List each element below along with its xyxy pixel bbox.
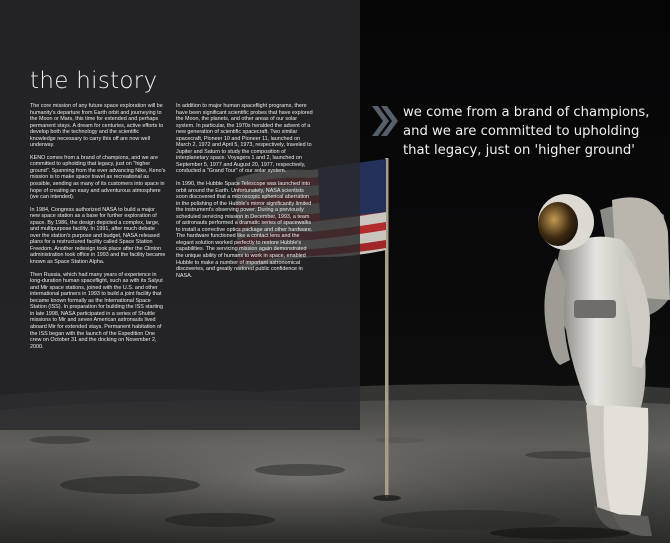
pull-quote: we come from a brand of champions, and we are committed to upholding that legacy, just on 'higher ground' — [403, 105, 650, 158]
paragraph: KENO comes from a brand of champions, and we are committed to upholding that legacy, just on "higher ground". Spanning from the ever advancing Nike, Keno's mission is to make space travel as recreational as possible, sending as many of its customers into space in hope of creating an easy and adventurous atmosphere (we can intended). — [30, 154, 166, 201]
history-column-right — [176, 103, 314, 285]
paragraph: Then Russia, which had many years of experience in long-duration human spaceflight, such as with its Salyut and Mir space stations, joined with the U.S. and other international partners in 1993 to build a joint facility that became known formally as the International Space Station (ISS). In preparation for building the ISS starting in late 1998, NASA participated in a series of Shuttle missions to Mir and seven American astronauts lived aboard Mir for extended stays. Permanent habitation of the ISS began with the launch of the Expedition One crew on October 31 and the docking on November 2, 2000. — [30, 271, 164, 350]
history-column-left — [30, 103, 166, 356]
paragraph: In 1984, Congress authorized NASA to build a major new space station as a base for further exploration of space. By 1986, the design depicted a complex, large, and multipurpose facility. In 1991, after much debate over the station's purpose and budget, NASA released plans for a restructured facility called Space Station Freedom. Another redesign took place after the Clinton administration took office in 1993 and the facility became known as Space Station Alpha. — [30, 206, 166, 266]
paragraph: The core mission of any future space exploration will be humanity's departure from Earth orbit and journeying to the Moon or Mars, this time for extended and perhaps permanent stays. A dream for centuries, active efforts to develop both the technology and the scientific knowledge necessary to carry this off are now well underway. — [30, 103, 164, 149]
paragraph: In addition to major human spaceflight programs, there have been significant scientific probes that have explored the Moon, the planets, and other areas of our solar system. In particular, the 1970s heralded the advent of a new generation of scientific spacecraft. Two similar spacecraft, Pioneer 10 and Pioneer 11, launched on March 2, 1972 and April 5, 1973, respectively, traveled to Jupiter and Saturn to study the composition of interplanetary space. Voyagers 1 and 2, launched on September 5, 1977 and August 20, 1977, respectively, conducted a "Grand Tour" of our solar system. — [176, 103, 313, 175]
page-title: the history — [30, 68, 158, 94]
double-chevron-quote-icon — [372, 106, 398, 136]
paragraph: In 1990, the Hubble Space Telescope was launched into orbit around the Earth. Unfortunately, NASA scientists soon discovered that a microscopic spherical aberration in the polishing of the Hubble's mirror significantly limited the instrument's observing power. During a previously scheduled servicing mission in December, 1993, a team of astronauts performed a dramatic series of spacewalks to install a corrective optics package and other hardware. The hardware functioned like a contact lens and the elegant solution worked perfectly to restore Hubble's capabilities. The servicing mission again demonstrated the unique ability of humans to work in space, enabled Hubble to make a number of important astronomical discoveries, and greatly restored public confidence in NASA. — [176, 181, 313, 279]
